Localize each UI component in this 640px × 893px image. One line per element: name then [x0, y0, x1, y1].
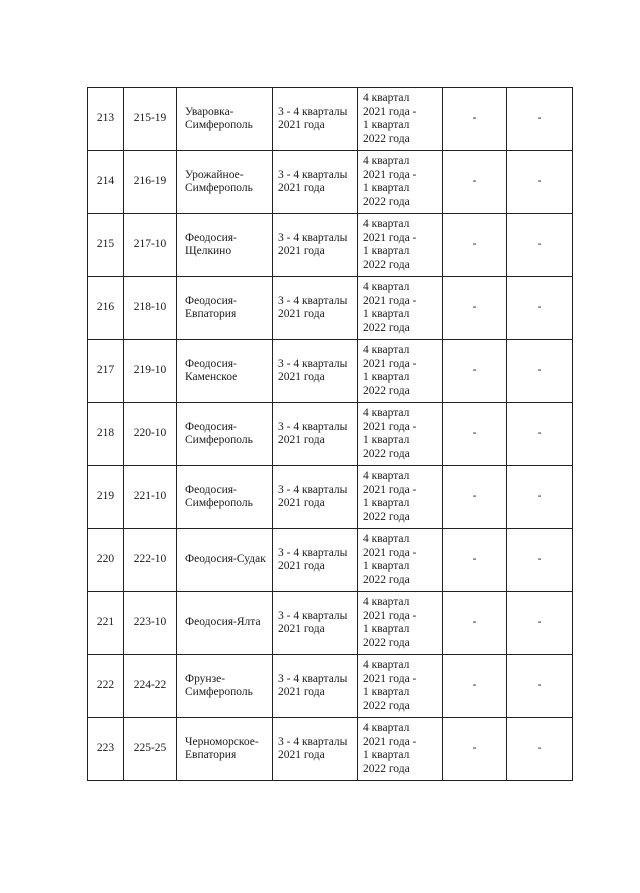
route-name-cell-text: Феодосия-Ялта — [185, 616, 261, 629]
period-cell — [273, 214, 358, 277]
period-cell — [273, 277, 358, 340]
term-cell-text: 4 квартал 2021 года - 1 квартал 2022 года — [363, 92, 417, 145]
column-6-cell — [443, 529, 507, 592]
column-6-cell-text: - — [472, 364, 477, 377]
term-cell — [358, 151, 443, 214]
period-cell — [273, 151, 358, 214]
route-code-cell-text: 223-10 — [133, 616, 167, 629]
route-name-cell-text: Феодосия- Щелкино — [185, 231, 237, 257]
route-code-cell — [124, 214, 177, 277]
term-cell — [358, 340, 443, 403]
route-code-cell-text: 222-10 — [133, 553, 167, 566]
row-number-cell — [88, 466, 124, 529]
term-cell — [358, 214, 443, 277]
row-number-cell — [88, 151, 124, 214]
row-number-cell-text: 214 — [96, 175, 115, 188]
route-code-cell-text: 221-10 — [133, 490, 167, 503]
column-7-cell-text: - — [537, 112, 542, 125]
row-number-cell-text: 217 — [96, 364, 115, 377]
table-row — [88, 151, 573, 214]
route-code-cell — [124, 466, 177, 529]
row-number-cell — [88, 592, 124, 655]
term-cell-text: 4 квартал 2021 года - 1 квартал 2022 года — [363, 155, 417, 208]
row-number-cell — [88, 655, 124, 718]
row-number-cell — [88, 214, 124, 277]
table-row — [88, 718, 573, 781]
route-name-cell-text: Черноморское- Евпатория — [185, 735, 259, 761]
route-name-cell — [177, 466, 273, 529]
term-cell — [358, 592, 443, 655]
row-number-cell — [88, 88, 124, 151]
row-number-cell — [88, 529, 124, 592]
period-cell — [273, 529, 358, 592]
route-name-cell-text: Феодосия- Симферополь — [185, 420, 253, 446]
routes-table — [87, 87, 573, 781]
period-cell-text: 3 - 4 кварталы 2021 года — [278, 672, 348, 698]
row-number-cell-text: 216 — [96, 301, 115, 314]
column-7-cell-text: - — [537, 679, 542, 692]
route-name-cell — [177, 88, 273, 151]
column-6-cell — [443, 214, 507, 277]
column-7-cell — [507, 340, 573, 403]
term-cell — [358, 466, 443, 529]
period-cell-text: 3 - 4 кварталы 2021 года — [278, 546, 348, 572]
row-number-cell — [88, 403, 124, 466]
period-cell-text: 3 - 4 кварталы 2021 года — [278, 294, 348, 320]
term-cell-text: 4 квартал 2021 года - 1 квартал 2022 года — [363, 218, 417, 271]
route-code-cell — [124, 340, 177, 403]
period-cell — [273, 655, 358, 718]
term-cell — [358, 403, 443, 466]
route-name-cell — [177, 277, 273, 340]
term-cell — [358, 88, 443, 151]
column-6-cell-text: - — [472, 238, 477, 251]
row-number-cell-text: 218 — [96, 427, 115, 440]
route-name-cell-text: Феодосия- Каменское — [185, 357, 238, 383]
period-cell-text: 3 - 4 кварталы 2021 года — [278, 609, 348, 635]
column-7-cell — [507, 529, 573, 592]
table-row — [88, 466, 573, 529]
route-name-cell-text: Феодосия- Евпатория — [185, 294, 237, 320]
table-row — [88, 214, 573, 277]
term-cell-text: 4 квартал 2021 года - 1 квартал 2022 года — [363, 596, 417, 649]
route-code-cell — [124, 655, 177, 718]
column-6-cell — [443, 718, 507, 781]
route-name-cell — [177, 655, 273, 718]
route-name-cell-text: Феодосия- Симферополь — [185, 483, 253, 509]
term-cell — [358, 529, 443, 592]
route-code-cell-text: 225-25 — [133, 742, 167, 755]
route-code-cell-text: 220-10 — [133, 427, 167, 440]
column-7-cell-text: - — [537, 742, 542, 755]
table-row — [88, 277, 573, 340]
row-number-cell-text: 220 — [96, 553, 115, 566]
column-6-cell — [443, 466, 507, 529]
route-name-cell — [177, 403, 273, 466]
table-row — [88, 655, 573, 718]
column-6-cell — [443, 151, 507, 214]
column-7-cell — [507, 214, 573, 277]
route-code-cell-text: 216-19 — [133, 175, 167, 188]
column-7-cell — [507, 718, 573, 781]
column-6-cell-text: - — [472, 553, 477, 566]
table-row — [88, 592, 573, 655]
column-7-cell-text: - — [537, 364, 542, 377]
column-7-cell — [507, 655, 573, 718]
column-7-cell — [507, 466, 573, 529]
column-6-cell-text: - — [472, 112, 477, 125]
column-7-cell — [507, 88, 573, 151]
column-7-cell-text: - — [537, 301, 542, 314]
period-cell — [273, 592, 358, 655]
period-cell — [273, 340, 358, 403]
term-cell-text: 4 квартал 2021 года - 1 квартал 2022 года — [363, 407, 417, 460]
route-name-cell — [177, 214, 273, 277]
route-code-cell — [124, 718, 177, 781]
column-6-cell — [443, 655, 507, 718]
row-number-cell-text: 219 — [96, 490, 115, 503]
column-7-cell-text: - — [537, 238, 542, 251]
route-code-cell-text: 215-19 — [133, 112, 167, 125]
route-code-cell — [124, 277, 177, 340]
period-cell — [273, 403, 358, 466]
column-6-cell-text: - — [472, 616, 477, 629]
row-number-cell — [88, 277, 124, 340]
row-number-cell-text: 213 — [96, 112, 115, 125]
route-name-cell-text: Фрунзе- Симферополь — [185, 672, 253, 698]
period-cell — [273, 466, 358, 529]
column-6-cell-text: - — [472, 427, 477, 440]
row-number-cell-text: 215 — [96, 238, 115, 251]
route-code-cell-text: 218-10 — [133, 301, 167, 314]
table-row — [88, 88, 573, 151]
column-6-cell-text: - — [472, 175, 477, 188]
row-number-cell-text: 222 — [96, 679, 115, 692]
table-body — [88, 88, 573, 781]
column-6-cell — [443, 340, 507, 403]
route-code-cell — [124, 88, 177, 151]
term-cell-text: 4 квартал 2021 года - 1 квартал 2022 года — [363, 344, 417, 397]
route-code-cell — [124, 403, 177, 466]
table-row — [88, 529, 573, 592]
route-name-cell — [177, 592, 273, 655]
route-code-cell — [124, 592, 177, 655]
route-code-cell-text: 224-22 — [133, 679, 167, 692]
period-cell-text: 3 - 4 кварталы 2021 года — [278, 420, 348, 446]
route-code-cell-text: 219-10 — [133, 364, 167, 377]
route-name-cell — [177, 718, 273, 781]
column-7-cell-text: - — [537, 427, 542, 440]
route-name-cell-text: Уваровка- Симферополь — [185, 105, 253, 131]
period-cell-text: 3 - 4 кварталы 2021 года — [278, 483, 348, 509]
column-6-cell-text: - — [472, 679, 477, 692]
period-cell-text: 3 - 4 кварталы 2021 года — [278, 168, 348, 194]
term-cell — [358, 655, 443, 718]
route-name-cell-text: Урожайное- Симферополь — [185, 168, 253, 194]
route-name-cell — [177, 529, 273, 592]
column-6-cell-text: - — [472, 490, 477, 503]
term-cell-text: 4 квартал 2021 года - 1 квартал 2022 года — [363, 470, 417, 523]
column-6-cell — [443, 592, 507, 655]
route-code-cell-text: 217-10 — [133, 238, 167, 251]
column-7-cell — [507, 592, 573, 655]
column-7-cell — [507, 403, 573, 466]
period-cell-text: 3 - 4 кварталы 2021 года — [278, 735, 348, 761]
column-7-cell-text: - — [537, 616, 542, 629]
column-6-cell-text: - — [472, 742, 477, 755]
period-cell-text: 3 - 4 кварталы 2021 года — [278, 105, 348, 131]
term-cell-text: 4 квартал 2021 года - 1 квартал 2022 года — [363, 659, 417, 712]
term-cell-text: 4 квартал 2021 года - 1 квартал 2022 года — [363, 722, 417, 775]
column-7-cell-text: - — [537, 553, 542, 566]
route-name-cell-text: Феодосия-Судак — [185, 553, 266, 566]
route-code-cell — [124, 151, 177, 214]
row-number-cell-text: 223 — [96, 742, 115, 755]
term-cell — [358, 277, 443, 340]
column-7-cell — [507, 277, 573, 340]
route-code-cell — [124, 529, 177, 592]
column-6-cell-text: - — [472, 301, 477, 314]
period-cell — [273, 718, 358, 781]
table-row — [88, 340, 573, 403]
term-cell — [358, 718, 443, 781]
row-number-cell — [88, 718, 124, 781]
term-cell-text: 4 квартал 2021 года - 1 квартал 2022 года — [363, 533, 417, 586]
period-cell — [273, 88, 358, 151]
column-7-cell — [507, 151, 573, 214]
period-cell-text: 3 - 4 кварталы 2021 года — [278, 357, 348, 383]
column-6-cell — [443, 403, 507, 466]
term-cell-text: 4 квартал 2021 года - 1 квартал 2022 года — [363, 281, 417, 334]
column-6-cell — [443, 277, 507, 340]
row-number-cell-text: 221 — [96, 616, 115, 629]
column-7-cell-text: - — [537, 175, 542, 188]
route-name-cell — [177, 151, 273, 214]
row-number-cell — [88, 340, 124, 403]
period-cell-text: 3 - 4 кварталы 2021 года — [278, 231, 348, 257]
table-row — [88, 403, 573, 466]
column-7-cell-text: - — [537, 490, 542, 503]
route-name-cell — [177, 340, 273, 403]
column-6-cell — [443, 88, 507, 151]
